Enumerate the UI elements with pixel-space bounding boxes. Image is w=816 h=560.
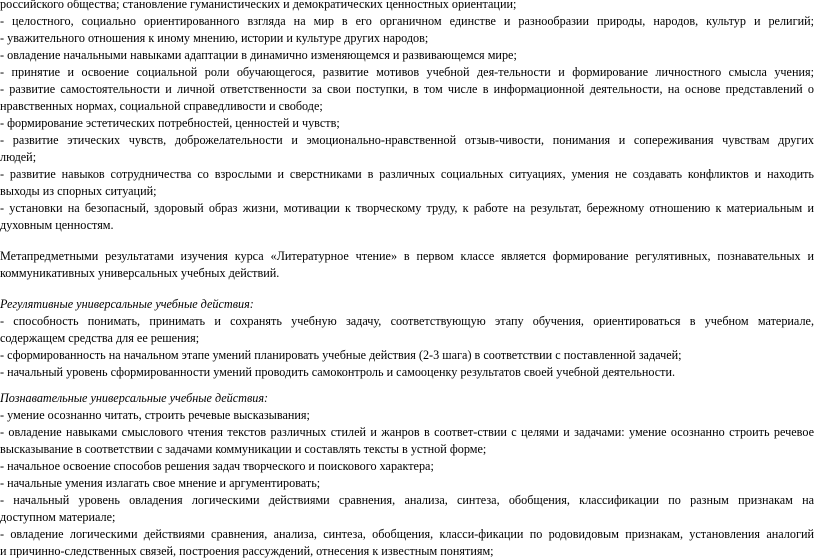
text-line: людей; [0, 150, 37, 164]
text-line: и причинно-следственных связей, построения рассуждений, отнесения к известным понятиям; [0, 544, 494, 558]
text-line: духовным ценностям. [0, 218, 114, 232]
text-line: - уважительного отношения к иному мнению, истории и культуре других народов; [0, 31, 429, 45]
text-line: высказывание в соответствии с задачами коммуникации и составлять тексты в устной форме; [0, 442, 487, 456]
section-heading: Регулятивные универсальные учебные действия: [0, 297, 254, 311]
text-line: - развитие навыков сотрудничества со взрослыми и сверстниками в различных социальных ситуациях, умения не создавать конфликтов и находить [0, 167, 814, 181]
text-line: - способность понимать, принимать и сохранять учебную задачу, соответствующую этапу обучения, ориентироваться в учебном материале, [0, 314, 814, 328]
text-line: - начальные умения излагать свое мнение и аргументировать; [0, 476, 321, 490]
text-line: Метапредметными результатами изучения курса «Литературное чтение» в первом классе является формирование регулятивных, познавательных и [0, 249, 814, 263]
text-line: - развитие этических чувств, доброжелательности и эмоционально-нравственной отзыв-чивости, понимания и сопереживания чувствам других [0, 133, 814, 147]
text-line: - принятие и освоение социальной роли обучающегося, развитие мотивов учебной дея-тельности и формирование личностного смысла учения; [0, 65, 814, 79]
text-line: - целостного, социально ориентированного взгляда на мир в его органичном единстве и разнообразии природы, народов, культур и религий; [0, 14, 814, 28]
text-line: - развитие самостоятельности и личной ответственности за свои поступки, в том числе в информационной деятельности, на основе представлений о [0, 82, 814, 96]
text-line: - начальный уровень сформированности умений проводить самоконтроль и самооценку результатов своей учебной деятельности. [0, 365, 676, 379]
text-line: - умение осознанно читать, строить речевые высказывания; [0, 408, 310, 422]
text-line: - сформированность на начальном этапе умений планировать учебные действия (2-3 шага) в соответствии с поставленной задачей; [0, 348, 682, 362]
text-line: российского общества; становление гуманистических и демократических ценностных ориентации; [0, 0, 517, 11]
text-line: - овладение навыками смыслового чтения текстов различных стилей и жанров в соответ-ствии с целями и задачами: умение осознанно строить речевое [0, 425, 814, 439]
text-line: выходы из спорных ситуаций; [0, 184, 157, 198]
text-line: - овладение начальными навыками адаптации в динамично изменяющемся и развивающемся мире; [0, 48, 517, 62]
text-line: доступном материале; [0, 510, 116, 524]
text-line: содержащем средства для ее решения; [0, 331, 200, 345]
text-line: - овладение логическими действиями сравнения, анализа, синтеза, обобщения, класси-фикации по родовидовым признакам, установления аналогий [0, 527, 814, 541]
text-line: коммуникативных универсальных учебных действий. [0, 266, 280, 280]
text-line: - установки на безопасный, здоровый образ жизни, мотивации к творческому труду, к работе на результат, бережному отношению к материальным и [0, 201, 814, 215]
text-line: нравственных нормах, социальной справедливости и свободе; [0, 99, 323, 113]
text-line: - формирование эстетических потребностей, ценностей и чувств; [0, 116, 340, 130]
text-line: - начальное освоение способов решения задач творческого и поискового характера; [0, 459, 434, 473]
section-heading: Познавательные универсальные учебные действия: [0, 391, 269, 405]
text-line: - начальный уровень овладения логическими действиями сравнения, анализа, синтеза, обобщения, классификации по разным признакам на [0, 493, 814, 507]
